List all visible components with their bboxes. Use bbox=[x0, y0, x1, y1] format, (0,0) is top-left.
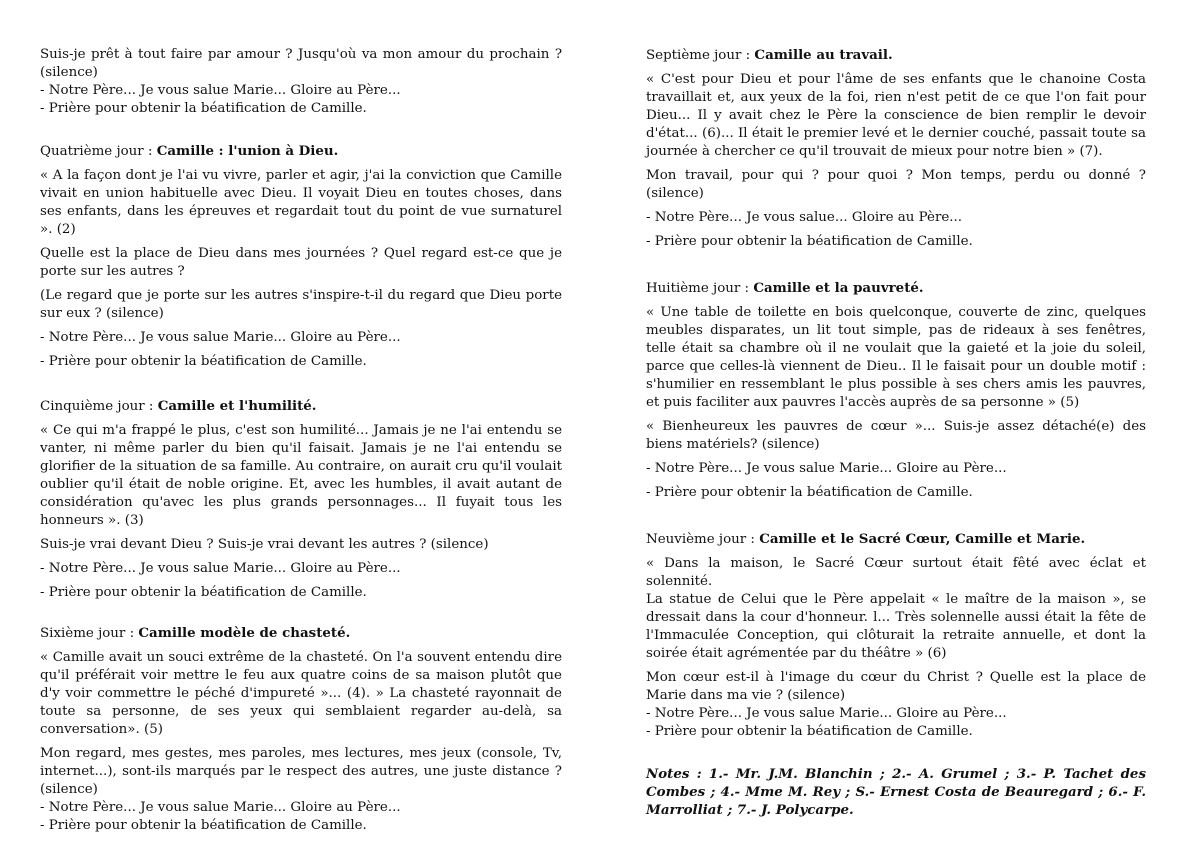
day5-heading: Cinquième jour : Camille et l'humilité. bbox=[40, 398, 317, 414]
day7-title: Camille au travail. bbox=[754, 47, 893, 63]
day6-title: Camille modèle de chasteté. bbox=[138, 625, 351, 641]
day4-section bbox=[40, 142, 562, 371]
prayer-line: - Notre Père... Je vous salue Marie... Gloire au Père... bbox=[646, 706, 1007, 721]
day4-heading: Quatrième jour : Camille : l'union à Dieu. bbox=[40, 143, 339, 159]
prayer-line: - Notre Père... Je vous salue Marie... Gloire au Père... bbox=[40, 330, 401, 345]
day9-quote: La statue de Celui que le Père appelait « le maître de la maison », se dressait dans la cour d'honneur. l... Très solennelle aussi était la fête de l'Immaculée Conception, qui clôturait la retraite annuelle, et dont la soirée était agrémentée par du théâtre » (6) bbox=[646, 592, 1146, 661]
day8-section bbox=[646, 279, 1146, 502]
day9-heading: Neuvième jour : Camille et le Sacré Cœur, Camille et Marie. bbox=[646, 531, 1086, 547]
day7-quote: « C'est pour Dieu et pour l'âme de ses enfants que le chanoine Costa travaillait et, aux yeux de la foi, rien n'est petit de ce que l'on fait pour Dieu... Il y avait chez le Père la conscience de bien remplir le devoir d'état... (6)... Il était le premier levé et le dernier couché, passait toute sa journée à chercher ce qu'il trouvait de mieux pour notre bien » (7). bbox=[646, 72, 1146, 159]
day6-section bbox=[40, 624, 562, 835]
prayer-line: - Prière pour obtenir la béatification de Camille. bbox=[40, 585, 367, 600]
intro-section bbox=[40, 46, 562, 118]
left-column bbox=[40, 46, 562, 835]
day5-title: Camille et l'humilité. bbox=[157, 398, 317, 414]
day7-heading: Septième jour : Camille au travail. bbox=[646, 47, 893, 63]
prayer-line: - Prière pour obtenir la béatification de Camille. bbox=[40, 818, 367, 833]
day8-heading: Huitième jour : Camille et la pauvreté. bbox=[646, 280, 924, 296]
prayer-line: - Prière pour obtenir la béatification de Camille. bbox=[646, 485, 973, 500]
day4-question: (Le regard que je porte sur les autres s'inspire-t-il du regard que Dieu porte sur eux ? (silence) bbox=[40, 288, 562, 321]
prayer-line: - Prière pour obtenir la béatification de Camille. bbox=[40, 101, 367, 116]
day5-quote: « Ce qui m'a frappé le plus, c'est son humilité... Jamais je ne l'ai entendu se vanter, ni même parler du bien qu'il faisait. Jamais je ne l'ai entendu se glorifier de la situation de sa famille. Au contraire, on aurait cru qu'il voulait oublier qu'il était de noble origine. Et, avec les humbles, il avait autant de considération qu'avec les plus grands personnages... Il fuyait tous les honneurs ». (3) bbox=[40, 423, 562, 528]
day9-quote: « Dans la maison, le Sacré Cœur surtout était fêté avec éclat et solennité. bbox=[646, 556, 1146, 589]
prayer-line: - Prière pour obtenir la béatification de Camille. bbox=[646, 234, 973, 249]
day4-quote: « A la façon dont je l'ai vu vivre, parler et agir, j'ai la conviction que Camille vivait en union habituelle avec Dieu. Il voyait Dieu en toutes choses, dans ses enfants, dans les épreuves et regardait tout du point de vue surnaturel ». (2) bbox=[40, 168, 562, 237]
prayer-line: - Notre Père... Je vous salue Marie... Gloire au Père... bbox=[646, 461, 1007, 476]
day8-question: « Bienheureux les pauvres de cœur »... Suis-je assez détaché(e) des biens matériels? (silence) bbox=[646, 419, 1146, 452]
day6-quote: « Camille avait un souci extrême de la chasteté. On l'a souvent entendu dire qu'il préférait voir mettre le feu aux quatre coins de sa maison plutôt que d'y voir commettre le péché d'impureté »... (4). » La chasteté rayonnait de toute sa personne, de ses yeux qui semblaient regarder au-delà, sa conversation». (5) bbox=[40, 650, 562, 737]
intro-question: Suis-je prêt à tout faire par amour ? Jusqu'où va mon amour du prochain ? (silence) bbox=[40, 47, 562, 80]
day4-question: Quelle est la place de Dieu dans mes journées ? Quel regard est-ce que je porte sur les autres ? bbox=[40, 246, 562, 279]
day6-question: Mon regard, mes gestes, mes paroles, mes lectures, mes jeux (console, Tv, internet...), sont-ils marqués par le respect des autres, une juste distance ? (silence) bbox=[40, 746, 562, 797]
day9-title: Camille et le Sacré Cœur, Camille et Marie. bbox=[759, 531, 1086, 547]
day8-quote: « Une table de toilette en bois quelconque, couverte de zinc, quelques meubles disparates, un lit tout simple, pas de rideaux à ses fenêtres, telle était sa chambre où il ne voulait que la gaieté et la joie du soleil, parce que celles-là viennent de Dieu.. Il le faisait pour un double motif : s'humilier en ressemblant le plus possible à ses chers amis les pauvres, et puis faciliter aux pauvres l'accès auprès de sa personne » (5) bbox=[646, 305, 1146, 410]
prayer-line: - Notre Père... Je vous salue Marie... Gloire au Père... bbox=[40, 800, 401, 815]
prayer-line: - Prière pour obtenir la béatification de Camille. bbox=[646, 724, 973, 739]
day7-section bbox=[646, 46, 1146, 251]
day8-title: Camille et la pauvreté. bbox=[753, 280, 924, 296]
day6-heading: Sixième jour : Camille modèle de chasteté. bbox=[40, 625, 351, 641]
day9-question: Mon cœur est-il à l'image du cœur du Christ ? Quelle est la place de Marie dans ma vie ? (silence) bbox=[646, 670, 1146, 703]
day4-title: Camille : l'union à Dieu. bbox=[156, 143, 339, 159]
day9-section bbox=[646, 530, 1146, 741]
day7-question: Mon travail, pour qui ? pour quoi ? Mon temps, perdu ou donné ? (silence) bbox=[646, 168, 1146, 201]
prayer-line: - Prière pour obtenir la béatification de Camille. bbox=[40, 354, 367, 369]
footnotes: Notes : 1.- Mr. J.M. Blanchin ; 2.- A. Grumel ; 3.- P. Tachet des Combes ; 4.- Mme M. Rey ; S.- Ernest Costa de Beauregard ; 6.- F. Marrolliat ; 7.- J. Polycarpe. bbox=[646, 766, 1146, 818]
right-column bbox=[646, 46, 1146, 819]
prayer-line: - Notre Père... Je vous salue... Gloire au Père... bbox=[646, 210, 963, 225]
day5-question: Suis-je vrai devant Dieu ? Suis-je vrai devant les autres ? (silence) bbox=[40, 537, 489, 552]
prayer-line: - Notre Père... Je vous salue Marie... Gloire au Père... bbox=[40, 83, 401, 98]
prayer-line: - Notre Père... Je vous salue Marie... Gloire au Père... bbox=[40, 561, 401, 576]
day5-section bbox=[40, 397, 562, 602]
